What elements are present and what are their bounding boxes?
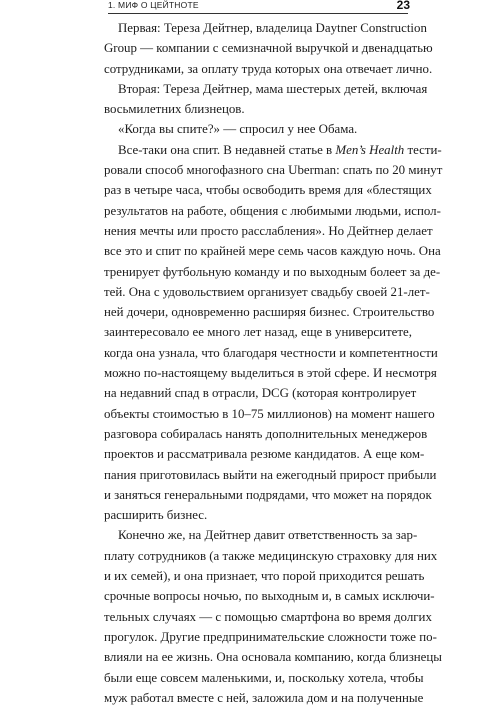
- text-line: на недавний спад в отрасли, DCG (которая контролирует: [104, 386, 417, 401]
- text-line: Все-таки она спит. В недавней статье в Men’s Health тести-: [118, 142, 442, 157]
- text-line: расширить бизнес.: [104, 508, 208, 523]
- text-line: тей. Она с удовольствием организует свадьбу своей 21-лет-: [104, 284, 430, 299]
- text-line: и их семей), и она признает, что порой приходится решать: [104, 569, 425, 584]
- text-line: были еще совсем маленькими, и, поскольку хотела, чтобы: [104, 670, 424, 685]
- text-line: влияли на ее жизнь. Она основала компанию, когда близнецы: [104, 650, 442, 665]
- text-line: раз в четыре часа, чтобы освободить время для «блестящих: [104, 183, 432, 198]
- text-line: Первая: Тереза Дейтнер, владелица Daytner Construction: [118, 21, 427, 35]
- text-line: пания приготовилась выйти на ежегодный прирост прибыли: [104, 467, 437, 482]
- body-text: [104, 18, 443, 708]
- text-line: ней дочери, одновременно расширяя бизнес. Строительство: [104, 305, 435, 320]
- text-line: срочные вопросы ночью, по выходным и, в самых исключи-: [104, 589, 435, 604]
- text-line: объекты стоимостью в 10–75 миллионов) на момент нашего: [104, 406, 435, 421]
- text-line: Вторая: Тереза Дейтнер, мама шестерых детей, включая: [118, 81, 428, 96]
- text-line: когда она узнала, что благодаря честности и компетентности: [104, 345, 438, 360]
- text-line: «Когда вы спите?» — спросил у нее Обама.: [118, 122, 358, 137]
- text-line: результатов на работе, общения с любимыми людьми, испол-: [104, 203, 441, 218]
- text-line: и заняться генеральными подрядами, что может на порядок: [104, 487, 432, 502]
- text-line: все это и спит по крайней мере семь часов каждую ночь. Она: [104, 244, 441, 259]
- text-line: ровали способ многофазного сна Uberman: спать по 20 минут: [104, 163, 443, 178]
- text-line: разговора собиралась нанять дополнительных менеджеров: [104, 426, 428, 441]
- running-header: [108, 0, 408, 14]
- text-line: прогулок. Другие предпринимательские сложности тоже по-: [104, 629, 437, 644]
- text-line: сотрудниками, за оплату труда которых она отвечает лично.: [104, 61, 433, 76]
- text-line: нения мечты или просто расслабления». Но Дейтнер делает: [104, 223, 433, 238]
- text-line: Конечно же, на Дейтнер давит ответственность за зар-: [118, 528, 418, 543]
- text-line: заинтересовало ее много лет назад, еще в университете,: [104, 325, 412, 340]
- text-line: тренирует футбольную команду и по выходным болеет за де-: [104, 264, 441, 279]
- text-line: можно по-настоящему выделиться в этой сфере. И несмотря: [104, 366, 437, 381]
- text-line: восьмилетних близнецов.: [104, 102, 245, 117]
- header-rule: [108, 13, 408, 14]
- page-number: 23: [396, 0, 410, 12]
- chapter-title: 1. МИФ О ЦЕЙТНОТЕ: [108, 0, 199, 10]
- text-line: проектов и рассматривала резюме кандидатов. А еще ком-: [104, 447, 425, 462]
- text-line: плату сотрудников (а также медицинскую страховку для них: [104, 548, 438, 563]
- text-line: тельных случаях — с помощью смартфона во время долгих: [104, 609, 432, 624]
- text-line: Group — компании с семизначной выручкой и двенадцатью: [104, 41, 433, 56]
- text-line: муж работал вместе с ней, заложила дом и на полученные: [104, 690, 424, 705]
